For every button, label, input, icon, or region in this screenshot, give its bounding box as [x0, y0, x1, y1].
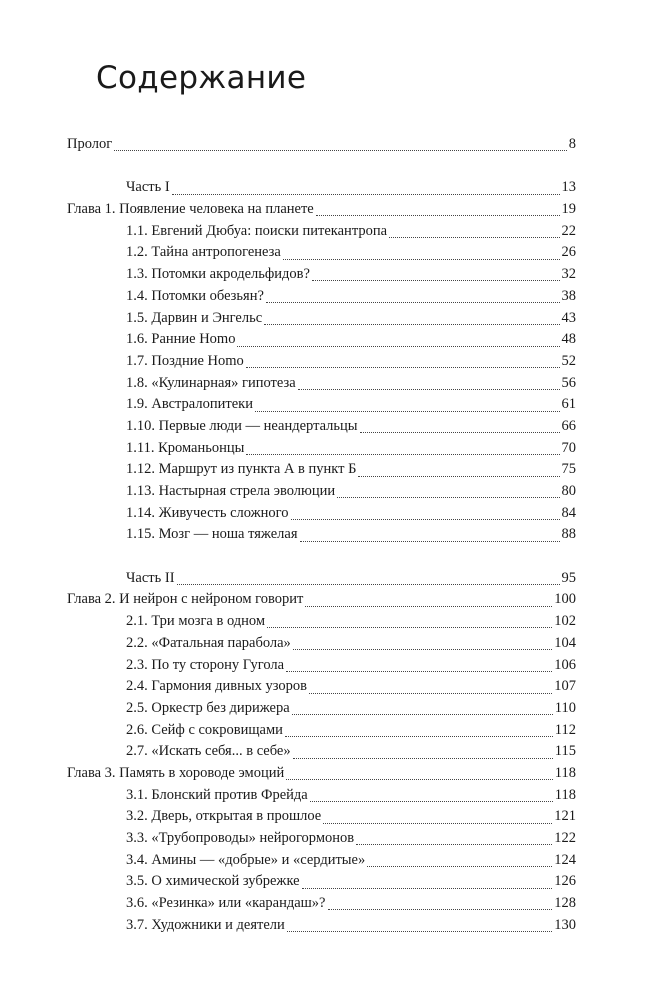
- toc-entry-sub[interactable]: [126, 459, 576, 481]
- toc-entry-sub[interactable]: [126, 373, 576, 395]
- dot-leader: [237, 332, 559, 347]
- dot-leader: [358, 462, 559, 477]
- toc-entry-sub[interactable]: [126, 394, 576, 416]
- toc-entry-chap[interactable]: [67, 763, 576, 785]
- toc-page-number: 66: [561, 417, 576, 434]
- toc-entry-title: 1.6. Ранние Homo: [126, 331, 236, 348]
- dot-leader: [302, 874, 553, 889]
- dot-leader: [264, 310, 559, 325]
- toc-entry-title: 3.3. «Трубопроводы» нейрогормонов: [126, 830, 355, 846]
- toc-entry-part[interactable]: [126, 568, 576, 590]
- toc-entry-sub[interactable]: [126, 242, 576, 264]
- dot-leader: [310, 787, 553, 802]
- toc-entry-sub[interactable]: [126, 698, 576, 720]
- toc-entry-sub[interactable]: [126, 828, 576, 850]
- dot-leader: [300, 527, 560, 542]
- toc-entry-prolog[interactable]: [67, 134, 576, 156]
- toc-entry-title: 3.7. Художники и деятели: [126, 916, 285, 933]
- dot-leader: [323, 809, 552, 824]
- toc-entry-title: 3.5. О химической зубрежке: [126, 873, 300, 890]
- toc-page-number: 8: [568, 136, 576, 152]
- toc-entry-title: 3.4. Амины — «добрые» и «сердитые»: [126, 851, 366, 868]
- dot-leader: [286, 657, 552, 672]
- toc-entry-sub[interactable]: [126, 915, 576, 937]
- toc-entry-title: 3.6. «Резинка» или «карандаш»?: [126, 895, 326, 912]
- toc-page-number: 121: [554, 808, 576, 825]
- toc-entry-title: 2.1. Три мозга в одном: [126, 613, 266, 630]
- toc-page-number: 43: [561, 309, 576, 326]
- toc-entry-sub[interactable]: [126, 720, 576, 742]
- toc-page-number: 130: [554, 916, 576, 933]
- toc-entry-sub[interactable]: [126, 308, 576, 330]
- toc-page-number: 118: [554, 764, 576, 781]
- toc-entry-title: 1.10. Первые люди — неандертальцы: [126, 417, 358, 434]
- dot-leader: [267, 613, 552, 628]
- toc-entry-title: 1.9. Австралопитеки: [126, 396, 253, 413]
- toc-entry-title: 1.14. Живучесть сложного: [126, 504, 289, 521]
- toc-page-number: 56: [561, 374, 576, 391]
- toc-entry-title: 1.1. Евгений Дюбуа: поиски питекантропа: [126, 222, 388, 239]
- dot-leader: [298, 375, 560, 390]
- toc-page-number: 52: [561, 352, 576, 369]
- toc-entry-sub[interactable]: [126, 676, 576, 698]
- toc-page-number: 124: [554, 851, 576, 868]
- toc-entry-sub[interactable]: [126, 503, 576, 525]
- toc-page-number: 102: [554, 613, 576, 630]
- toc-entry-title: 2.4. Гармония дивных узоров: [126, 678, 307, 695]
- dot-leader: [114, 136, 567, 151]
- toc-page-number: 118: [554, 786, 576, 803]
- dot-leader: [255, 397, 560, 412]
- toc-page-number: 75: [561, 461, 576, 478]
- toc-page-number: 38: [561, 287, 576, 304]
- toc-entry-sub[interactable]: [126, 286, 576, 308]
- dot-leader: [316, 201, 560, 216]
- toc-entry-sub[interactable]: [126, 264, 576, 286]
- toc-page-number: 112: [554, 721, 576, 738]
- section-spacer: [0, 156, 650, 178]
- toc-page-number: 128: [554, 895, 576, 912]
- toc-entry-title: Глава 3. Память в хороводе эмоций: [67, 764, 285, 781]
- toc-entry-sub[interactable]: [126, 221, 576, 243]
- toc-entry-title: 1.4. Потомки обезьян?: [126, 287, 264, 304]
- dot-leader: [293, 635, 552, 650]
- toc-entry-title: 1.15. Мозг — ноша тяжелая: [126, 526, 298, 543]
- dot-leader: [292, 700, 553, 715]
- toc-page-number: 32: [561, 266, 576, 283]
- toc-entry-title: Глава 1. Появление человека на планете: [67, 201, 314, 218]
- toc-entry-sub[interactable]: [126, 871, 576, 893]
- toc-page-number: 88: [561, 526, 576, 543]
- dot-leader: [285, 722, 553, 737]
- toc-page-number: 122: [554, 830, 576, 846]
- dot-leader: [266, 288, 560, 303]
- dot-leader: [246, 440, 559, 455]
- toc-entry-title: 1.12. Маршрут из пункта А в пункт Б: [126, 461, 357, 478]
- dot-leader: [328, 895, 553, 910]
- dot-leader: [389, 223, 559, 238]
- toc-entry-title: Часть II: [126, 569, 175, 586]
- toc-entry-title: 1.11. Кроманьонцы: [126, 439, 245, 456]
- toc-page-number: 100: [554, 591, 576, 608]
- toc-entry-title: 1.8. «Кулинарная» гипотеза: [126, 374, 296, 391]
- section-spacer: [0, 546, 650, 568]
- dot-leader: [312, 266, 560, 281]
- toc-page-number: 84: [561, 504, 576, 521]
- toc-entry-title: 2.6. Сейф с сокровищами: [126, 721, 283, 738]
- toc-page-number: 104: [554, 634, 576, 651]
- toc-page-number: 22: [561, 222, 576, 239]
- toc-entry-title: 2.3. По ту сторону Гугола: [126, 656, 285, 673]
- page-title: Содержание: [96, 60, 307, 96]
- toc-entry-sub[interactable]: [126, 524, 576, 546]
- toc-page-number: 95: [561, 569, 576, 586]
- dot-leader: [287, 917, 552, 932]
- dot-leader: [172, 180, 560, 195]
- toc-entry-title: 1.3. Потомки акродельфидов?: [126, 266, 310, 283]
- toc-entry-title: Часть I: [126, 179, 170, 196]
- toc-entry-sub[interactable]: [126, 633, 576, 655]
- toc-entry-sub[interactable]: [126, 438, 576, 460]
- toc-page-number: 126: [554, 873, 576, 890]
- toc-entry-sub[interactable]: [126, 806, 576, 828]
- toc-entry-sub[interactable]: [126, 785, 576, 807]
- toc-entry-sub[interactable]: [126, 611, 576, 633]
- toc-entry-sub[interactable]: [126, 741, 576, 763]
- dot-leader: [360, 418, 560, 433]
- toc-page-number: 106: [554, 656, 576, 673]
- toc-page-number: 48: [561, 331, 576, 348]
- toc-entry-title: 1.5. Дарвин и Энгельс: [126, 309, 263, 326]
- toc-entry-title: 3.2. Дверь, открытая в прошлое: [126, 808, 322, 825]
- dot-leader: [291, 505, 560, 520]
- toc-page-number: 110: [554, 699, 576, 716]
- dot-leader: [286, 765, 553, 780]
- toc-page-number: 115: [554, 743, 576, 760]
- dot-leader: [283, 245, 560, 260]
- table-of-contents: [0, 134, 650, 936]
- toc-page-number: 19: [561, 201, 576, 218]
- dot-leader: [293, 744, 553, 759]
- toc-entry-title: 2.5. Оркестр без дирижера: [126, 699, 290, 716]
- toc-entry-sub[interactable]: [126, 329, 576, 351]
- toc-entry-sub[interactable]: [126, 655, 576, 677]
- toc-page-number: 107: [554, 678, 576, 695]
- dot-leader: [356, 830, 552, 845]
- toc-entry-title: 1.13. Настырная стрела эволюции: [126, 483, 336, 499]
- dot-leader: [177, 570, 560, 585]
- toc-entry-sub[interactable]: [126, 893, 576, 915]
- toc-page-number: 61: [561, 396, 576, 413]
- toc-entry-chap[interactable]: [67, 589, 576, 611]
- toc-page-number: 70: [561, 439, 576, 456]
- dot-leader: [309, 679, 552, 694]
- toc-entry-title: Пролог: [67, 136, 113, 152]
- toc-entry-sub[interactable]: [126, 850, 576, 872]
- dot-leader: [305, 592, 552, 607]
- toc-entry-title: 1.7. Поздние Homo: [126, 352, 244, 369]
- toc-entry-title: 2.7. «Искать себя... в себе»: [126, 743, 291, 760]
- toc-page-number: 13: [561, 179, 576, 196]
- toc-entry-title: 3.1. Блонский против Фрейда: [126, 786, 308, 803]
- toc-entry-chap[interactable]: [67, 199, 576, 221]
- dot-leader: [367, 852, 552, 867]
- toc-page-number: 26: [561, 244, 576, 261]
- toc-entry-sub[interactable]: [126, 481, 576, 503]
- toc-entry-sub[interactable]: [126, 351, 576, 373]
- toc-page-number: 80: [561, 483, 576, 499]
- toc-entry-sub[interactable]: [126, 416, 576, 438]
- toc-entry-title: 2.2. «Фатальная парабола»: [126, 634, 291, 651]
- toc-entry-part[interactable]: [126, 177, 576, 199]
- dot-leader: [337, 483, 559, 498]
- toc-entry-title: 1.2. Тайна антропогенеза: [126, 244, 281, 261]
- toc-entry-title: Глава 2. И нейрон с нейроном говорит: [67, 591, 304, 608]
- dot-leader: [246, 353, 560, 368]
